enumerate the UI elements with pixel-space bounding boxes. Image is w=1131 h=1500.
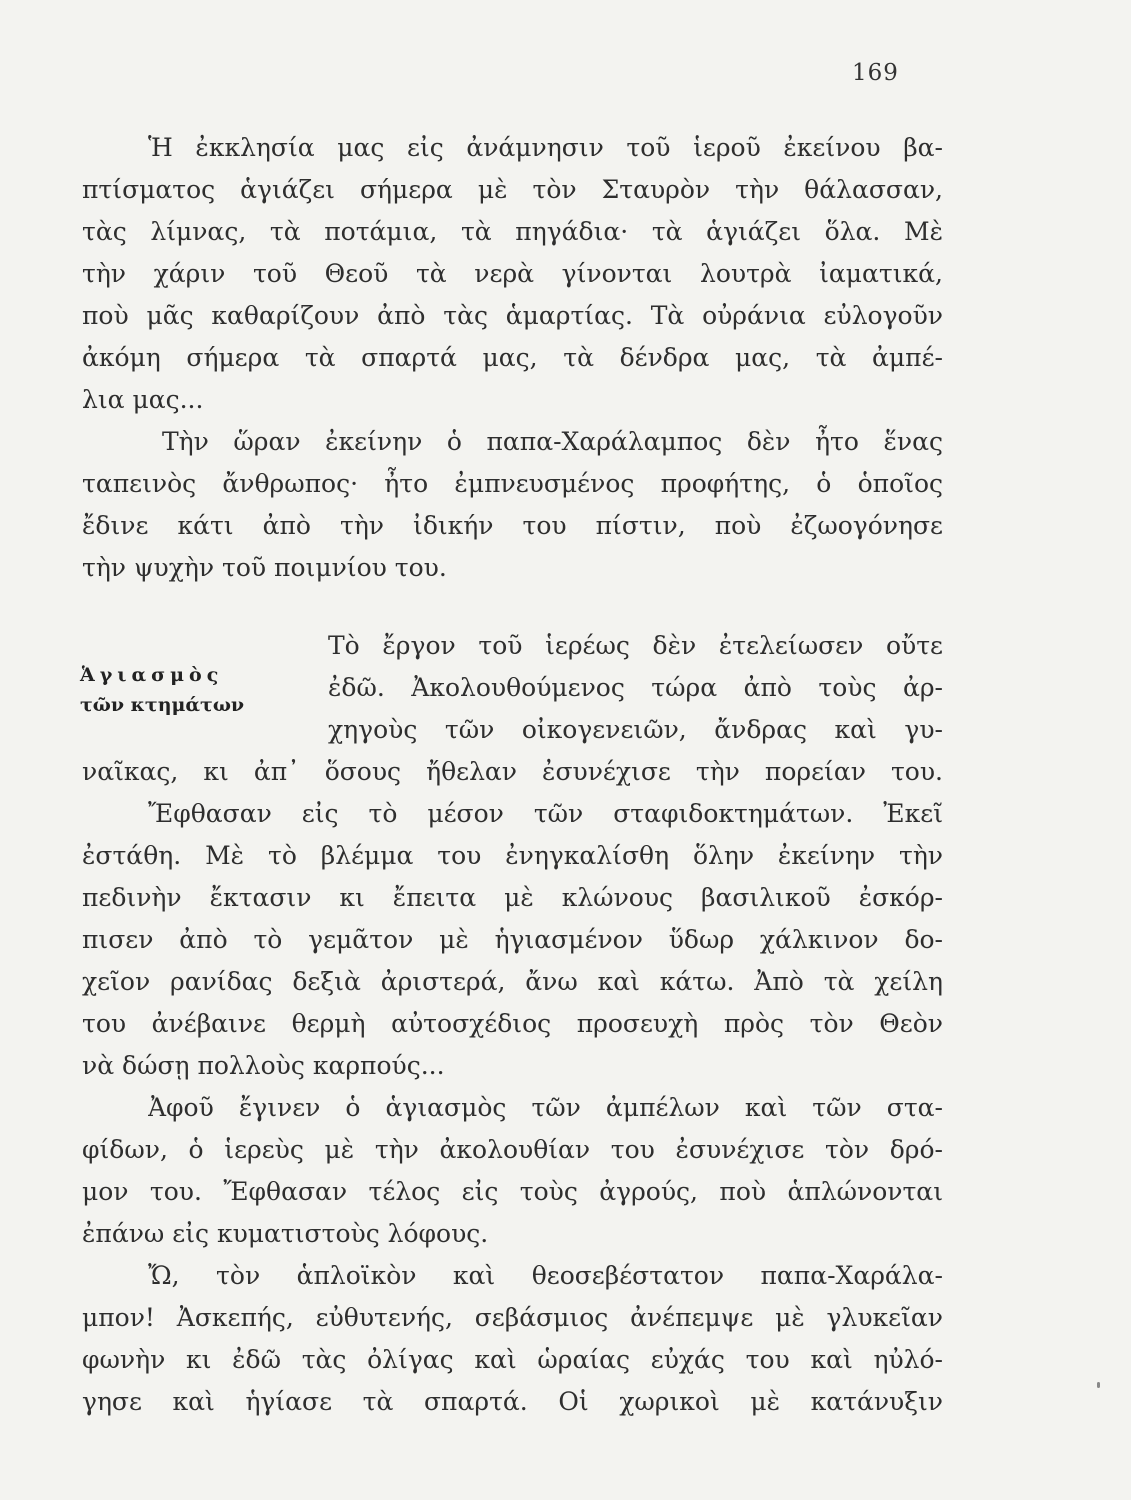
text-line: Ἡ ἐκκλησία μας εἰς ἀνάμνησιν τοῦ ἱεροῦ ἐκείνου βα-	[148, 133, 943, 162]
text-line: μπον! Ἀσκεπής, εὐθυτενής, σεβάσμιος ἀνέπεμψε μὲ γλυκεῖαν	[82, 1303, 943, 1332]
text-line: φωνὴν κι ἐδῶ τὰς ὀλίγας καὶ ὡραίας εὐχάς του καὶ ηὐλό-	[82, 1345, 943, 1374]
text-line: ἐστάθη. Μὲ τὸ βλέμμα του ἐνηγκαλίσθη ὅλην ἐκείνην τὴν	[82, 841, 943, 870]
text-line: χεῖον ρανίδας δεξιὰ ἀριστερά, ἄνω καὶ κάτω. Ἀπὸ τὰ χείλη	[82, 967, 943, 996]
text-line: πτίσματος ἁγιάζει σήμερα μὲ τὸν Σταυρὸν τὴν θάλασσαν,	[82, 175, 943, 204]
text-line: νὰ δώσῃ πολλοὺς καρπούς...	[82, 1051, 445, 1080]
text-line: Ἀφοῦ ἔγινεν ὁ ἁγιασμὸς τῶν ἀμπέλων καὶ τῶν στα-	[148, 1093, 943, 1122]
text-line: τὴν ψυχὴν τοῦ ποιμνίου του.	[82, 553, 447, 582]
text-line: ταπεινὸς ἄνθρωπος· ἦτο ἐμπνευσμένος προφήτης, ὁ ὁποῖος	[82, 469, 943, 498]
text-line: γησε καὶ ἡγίασε τὰ σπαρτά. Οἱ χωρικοὶ μὲ κατάνυξιν	[82, 1387, 943, 1416]
side-heading	[80, 660, 290, 720]
text-line: τὰς λίμνας, τὰ ποτάμια, τὰ πηγάδια· τὰ ἁγιάζει ὅλα. Μὲ	[82, 217, 943, 246]
text-line: λια μας...	[82, 385, 204, 414]
text-line: χηγοὺς τῶν οἰκογενειῶν, ἄνδρας καὶ γυ-	[328, 715, 943, 744]
text-line: τὴν χάριν τοῦ Θεοῦ τὰ νερὰ γίνονται λουτρὰ ἰαματικά,	[82, 259, 943, 288]
text-line: μον του. Ἔφθασαν τέλος εἰς τοὺς ἀγρούς, ποὺ ἁπλώνονται	[82, 1177, 943, 1206]
text-line: ποὺ μᾶς καθαρίζουν ἀπὸ τὰς ἁμαρτίας. Τὰ οὐράνια εὐλογοῦν	[82, 301, 943, 330]
text-line: πισεν ἀπὸ τὸ γεμᾶτον μὲ ἡγιασμένον ὕδωρ χάλκινον δο-	[82, 925, 943, 954]
ink-speck	[1097, 1382, 1100, 1388]
text-line: ἐδῶ. Ἀκολουθούμενος τώρα ἀπὸ τοὺς ἀρ-	[328, 673, 943, 702]
text-line: ἀκόμη σήμερα τὰ σπαρτά μας, τὰ δένδρα μας, τὰ ἀμπέ-	[82, 343, 943, 372]
side-heading-line: τῶν κτημάτων	[80, 694, 245, 716]
page-number: 169	[852, 60, 899, 86]
text-line: του ἀνέβαινε θερμὴ αὐτοσχέδιος προσευχὴ πρὸς τὸν Θεὸν	[82, 1009, 943, 1038]
text-line: Ἔφθασαν εἰς τὸ μέσον τῶν σταφιδοκτημάτων. Ἐκεῖ	[148, 799, 943, 828]
text-line: πεδινὴν ἔκτασιν κι ἔπειτα μὲ κλώνους βασιλικοῦ ἐσκόρ-	[82, 883, 943, 912]
text-line: Τὸ ἔργον τοῦ ἱερέως δὲν ἐτελείωσεν οὔτε	[328, 631, 943, 660]
text-line: Τὴν ὥραν ἐκείνην ὁ παπα-Χαράλαμπος δὲν ἦτο ἕνας	[162, 427, 943, 456]
text-line: ἔδινε κάτι ἀπὸ τὴν ἰδικήν του πίστιν, ποὺ ἐζωογόνησε	[82, 511, 943, 540]
text-line: Ὤ, τὸν ἁπλοϊκὸν καὶ θεοσεβέστατον παπα-Χαράλα-	[148, 1261, 943, 1290]
text-line: ἐπάνω εἰς κυματιστοὺς λόφους.	[82, 1219, 489, 1248]
text-line: ναῖκας, κι ἀπ᾽ ὅσους ἤθελαν ἐσυνέχισε τὴν πορείαν του.	[82, 757, 943, 786]
text-line: φίδων, ὁ ἱερεὺς μὲ τὴν ἀκολουθίαν του ἐσυνέχισε τὸν δρό-	[82, 1135, 943, 1164]
side-heading-line: Ἁγιασμὸς	[80, 664, 224, 686]
